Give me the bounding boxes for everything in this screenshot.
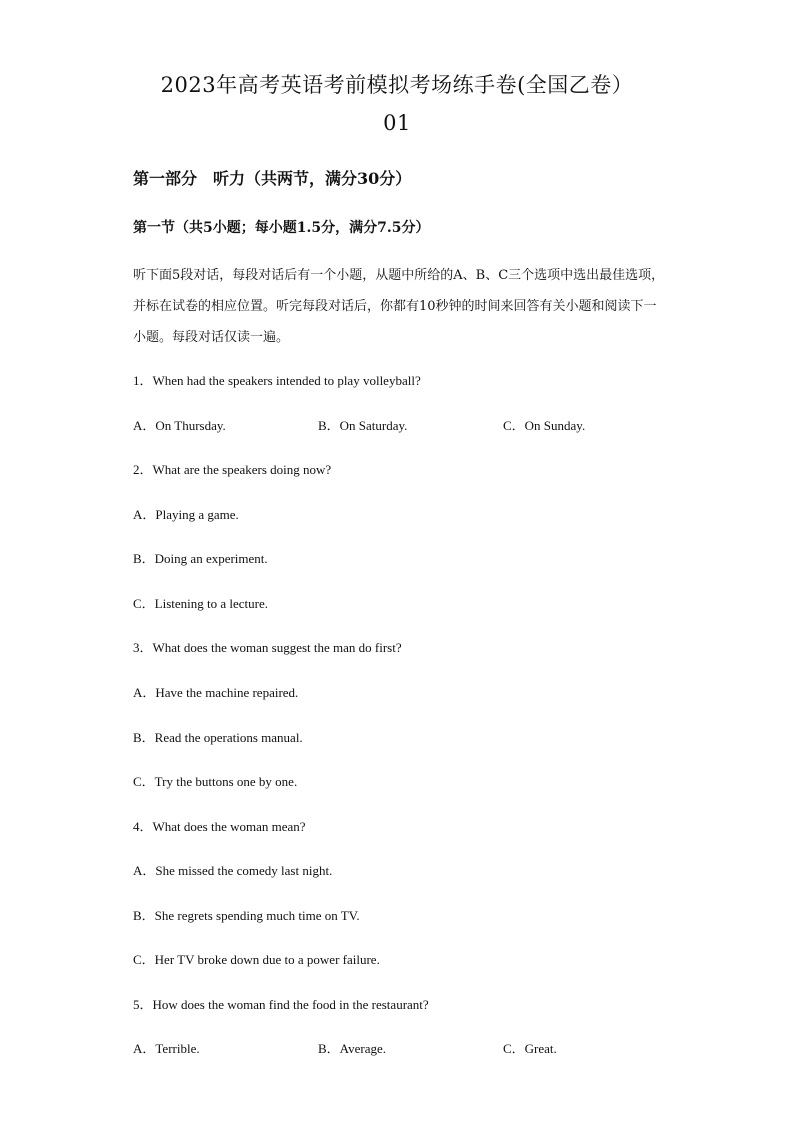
question-1-option-c: C．On Sunday. [503,418,586,433]
instructions: 听下面5段对话，每段对话后有一个小题，从题中所给的A、B、C三个选项中选出最佳选项，并标在试卷的相应位置。听完每段对话后，你都有10秒钟的时间来回答有关小题和阅读下一小题。每段对话仅读一遍。 [133,268,665,345]
document-title-number: 01 [383,111,411,135]
question-1-stem: 1．When had the speakers intended to play volleyball? [133,373,421,388]
question-4-stem: 4．What does the woman mean? [133,819,306,834]
question-1-option-b: B．On Saturday. [318,418,408,433]
question-3-option-c: C．Try the buttons one by one. [133,774,298,789]
question-3-option-a: A．Have the machine repaired. [133,685,299,700]
part-heading: 第一部分 听力（共两节，满分30分） [133,169,412,188]
question-2-option-a: A．Playing a game. [133,507,239,522]
question-3-option-b: B．Read the operations manual. [133,730,303,745]
question-5-option-a: A．Terrible. [133,1041,200,1056]
question-5-option-b: B．Average. [318,1041,386,1056]
question-2-stem: 2．What are the speakers doing now? [133,462,332,477]
question-2-option-c: C．Listening to a lecture. [133,596,269,611]
section-heading: 第一节（共5小题；每小题1.5分，满分7.5分） [133,220,430,236]
question-4-option-c: C．Her TV broke down due to a power failure. [133,952,380,967]
question-3-stem: 3．What does the woman suggest the man do first? [133,640,402,655]
document-title: 2023年高考英语考前模拟考场练手卷(全国乙卷） [160,73,634,97]
question-1-option-a: A．On Thursday. [133,418,226,433]
question-5-stem: 5．How does the woman find the food in the restaurant? [133,997,429,1012]
question-5-option-c: C．Great. [503,1041,557,1056]
question-4-option-a: A．She missed the comedy last night. [133,863,333,878]
question-4-option-b: B．She regrets spending much time on TV. [133,908,360,923]
question-2-option-b: B．Doing an experiment. [133,551,268,566]
